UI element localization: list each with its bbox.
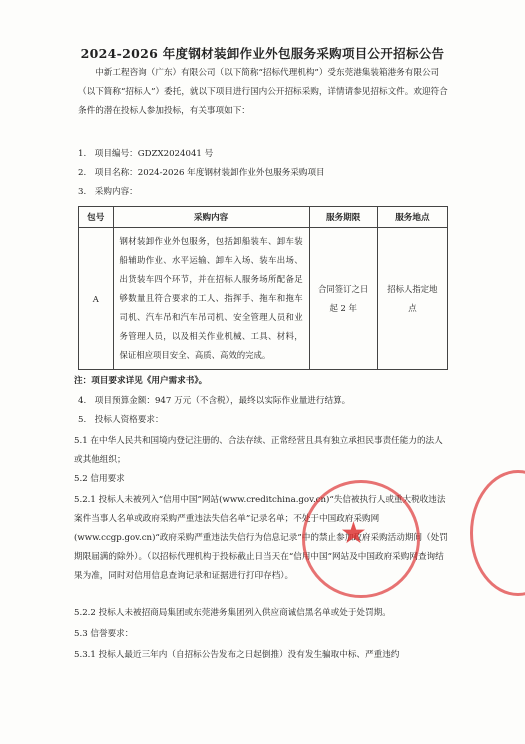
item-qualification: 5. 投标人资格要求： xyxy=(78,415,164,425)
header-period: 服务期限 xyxy=(309,207,377,228)
note-text: 注：项目要求详见《用户需求书》。 xyxy=(74,376,208,386)
side-seal xyxy=(470,470,525,596)
header-content: 采购内容 xyxy=(113,207,309,228)
item-project-name: 2. 项目名称：2024-2026 年度钢材装卸作业外包服务采购项目 xyxy=(78,168,325,178)
section-5-2-1: 5.2.1 投标人未被列入“信用中国”网站(www.creditchina.gov.cn)“失信被执行人或重大税收违法案件当事人名单或政府采购严重违法失信名单”记录名单；不处于中国政府采购网(www.ccgp.gov.cn)“政府采购严重违法失信行为信息记录”中的禁止参加政府采购活动期间（处罚期限届满的除外）。（以招标代理机构于投标截止日当天在“信用中国”网站及中国政府采购网查询结果为准，同时对信用信息查询记录和证据进行打印存档）。 xyxy=(74,495,448,581)
header-package: 包号 xyxy=(79,207,114,228)
cell-content: 钢材装卸作业外包服务，包括卸船装车、卸车装船辅助作业、水平运输、卸车入场、装车出场、出货装车四个环节，并在招标人服务场所配备足够数量且符合要求的工人、指挥手、拖车和拖车司机、汽车吊和汽车吊司机、安全管理人员和业务管理人员，以及相关作业机械、工具、材料，保证相应项目安全、高质、高效的完成。 xyxy=(113,228,309,370)
seal-star-icon: ★ xyxy=(340,516,367,551)
section-5-3-1: 5.3.1 投标人最近三年内（自招标公告发布之日起倒推）没有发生骗取中标、严重违约 xyxy=(74,650,400,660)
procurement-table xyxy=(78,206,448,370)
table-row xyxy=(79,228,448,370)
section-5-1: 5.1 在中华人民共和国境内登记注册的、合法存续、正常经营且具有独立承担民事责任能力的法人或其他组织； xyxy=(74,436,443,465)
section-5-3: 5.3 信誉要求： xyxy=(74,629,134,639)
cell-period: 合同签订之日起 2 年 xyxy=(309,228,377,370)
header-place: 服务地点 xyxy=(377,207,447,228)
table-header-row xyxy=(79,207,448,228)
item-project-number: 1. 项目编号：GDZX2024041 号 xyxy=(78,149,214,159)
cell-place: 招标人指定地点 xyxy=(377,228,447,370)
section-5-2-2: 5.2.2 投标人未被招商局集团或东莞港务集团列入供应商诚信黑名单或处于处罚期。 xyxy=(74,608,391,618)
item-budget: 4. 项目预算金额：947 万元（不含税），最终以实际作业量进行结算。 xyxy=(78,396,351,406)
cell-package: A xyxy=(79,228,114,370)
intro-paragraph: 中新工程咨询（广东）有限公司（以下简称“招标代理机构”）受东莞港集装箱港务有限公司（以下简称“招标人”）委托，就以下项目进行国内公开招标采购，详情请参见招标文件。欢迎符合条件的潜在投标人参加投标，有关事项如下： xyxy=(78,68,448,116)
page-title: 2024-2026 年度钢材装卸作业外包服务采购项目公开招标公告 xyxy=(80,46,445,61)
item-procurement-content: 3. 采购内容： xyxy=(78,187,138,197)
section-5-2: 5.2 信用要求 xyxy=(74,474,125,484)
